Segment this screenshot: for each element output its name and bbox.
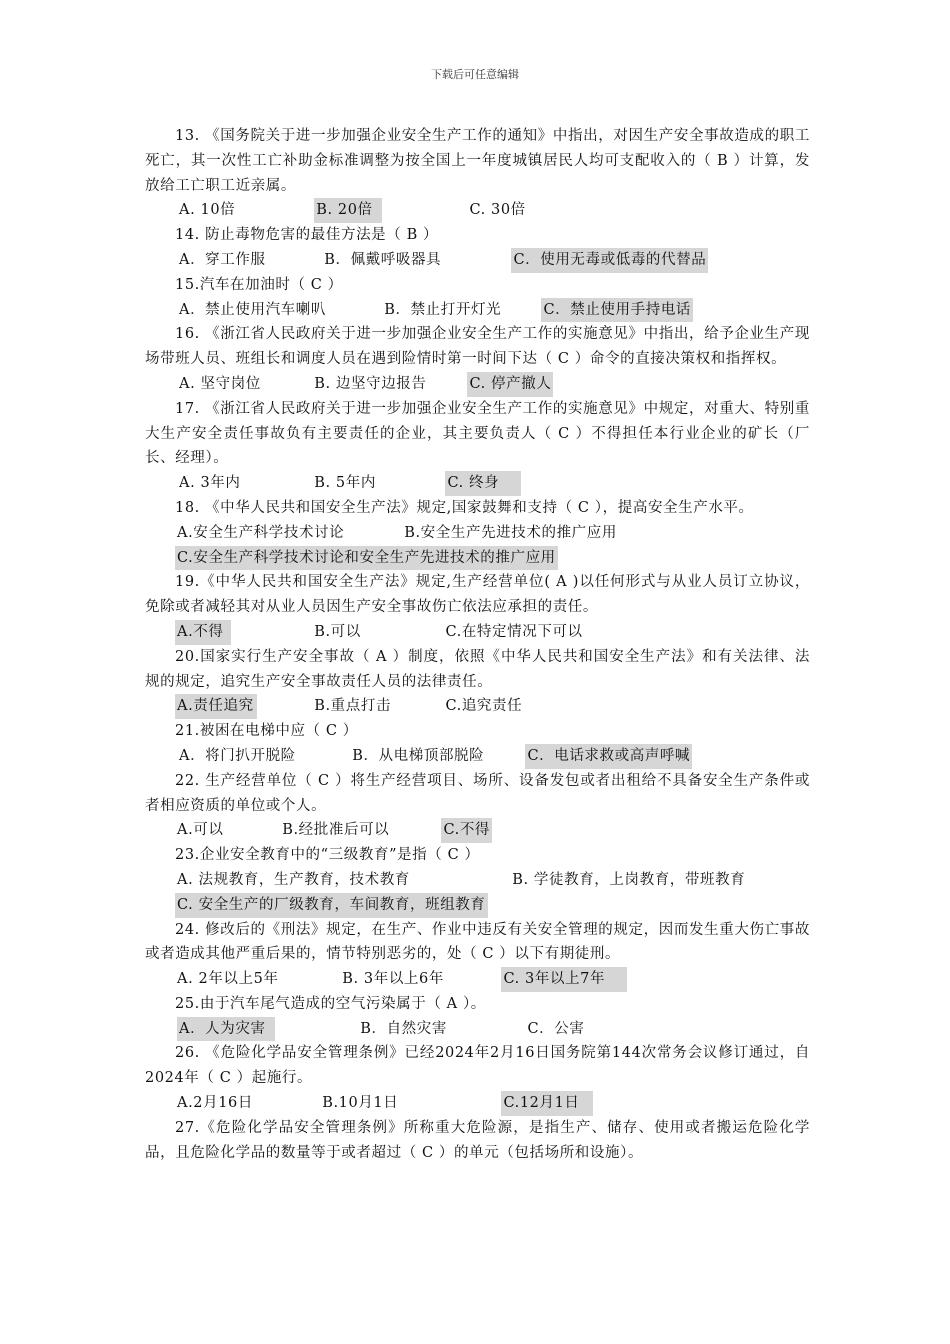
- option-b: B.重点打击: [314, 698, 392, 715]
- option-a: A. 2年以上5年: [177, 971, 279, 988]
- options-15: [145, 298, 810, 323]
- option-c-answer: C.不得: [441, 818, 492, 843]
- options-24: [145, 967, 810, 992]
- option-b: B.10月1日: [322, 1095, 399, 1112]
- option-a: A. 10倍: [179, 202, 236, 219]
- option-b: B.可以: [314, 623, 361, 640]
- option-b: B. 边坚守边报告: [314, 375, 427, 392]
- option-a-answer: A.不得: [175, 620, 231, 645]
- option-c: C.追究责任: [445, 698, 523, 715]
- question-13: 13. 《国务院关于进一步加强企业安全生产工作的通知》中指出，对因生产安全事故造成的职工死亡，其一次性工亡补助金标准调整为按全国上一年度城镇居民人均可支配收入的（ B ）计算，发放给工亡职工近亲属。: [145, 128, 810, 194]
- option-c-answer: C. 停产撤人: [467, 372, 553, 397]
- options-20: [145, 694, 810, 719]
- option-b: B.安全生产先进技术的推广应用: [404, 524, 617, 541]
- question-18: 18. 《中华人民共和国安全生产法》规定,国家鼓舞和支持（ C ），提高安全生产水平。: [175, 499, 754, 516]
- question-17: 17. 《浙江省人民政府关于进一步加强企业安全生产工作的实施意见》中规定，对重大、特别重大生产安全责任事故负有主要责任的企业，其主要负责人（ C ）不得担任本行业企业的矿长（厂长、经理）。: [145, 400, 810, 467]
- option-c-answer: C. 安全生产的厂级教育，车间教育，班组教育: [175, 893, 488, 918]
- options-23-c: [145, 893, 810, 918]
- option-a: A.2月16日: [177, 1095, 253, 1112]
- option-c-answer: C．使用无毒或低毒的代替品: [511, 248, 708, 273]
- option-c: C.在特定情况下可以: [445, 623, 583, 640]
- options-18: [145, 521, 810, 546]
- options-23: [145, 868, 810, 893]
- question-21: 21.被困在电梯中应（ C ）: [175, 723, 358, 740]
- option-c: C．公害: [527, 1020, 585, 1037]
- options-13: [145, 198, 810, 223]
- option-a-answer: A.责任追究: [175, 694, 257, 719]
- question-23: 23.企业安全教育中的“三级教育”是指（ C ）: [175, 847, 480, 864]
- option-c: C. 30倍: [469, 202, 526, 219]
- option-b: B.经批准后可以: [282, 822, 390, 839]
- question-14: 14. 防止毒物危害的最佳方法是（ B ）: [175, 227, 439, 244]
- option-b: B．佩戴呼吸器具: [324, 251, 442, 268]
- option-b: B．禁止打开灯光: [384, 301, 502, 318]
- option-c-answer: C.12月1日: [501, 1091, 593, 1116]
- options-16: [145, 372, 810, 397]
- option-a: A．禁止使用汽车喇叭: [179, 301, 326, 318]
- option-a: A. 3年内: [179, 475, 241, 492]
- options-14: [145, 248, 810, 273]
- page-header: 下载后可任意编辑: [431, 68, 519, 81]
- options-19: [145, 620, 810, 645]
- option-b: B．自然灾害: [360, 1020, 447, 1037]
- question-15: 15.汽车在加油时（ C ）: [175, 276, 343, 293]
- option-b-answer: B. 20倍: [314, 198, 382, 223]
- option-b: B. 3年以上6年: [342, 971, 444, 988]
- option-a: A．将门扒开脱险: [179, 747, 296, 764]
- option-a: A. 法规教育，生产教育，技术教育: [177, 871, 410, 888]
- options-21: [145, 744, 810, 769]
- option-a: A．穿工作服: [179, 251, 266, 268]
- option-b: B. 学徒教育，上岗教育，带班教育: [512, 871, 746, 888]
- option-c-answer: C.安全生产科学技术讨论和安全生产先进技术的推广应用: [175, 546, 558, 571]
- question-24: 24. 修改后的《刑法》规定，在生产、作业中违反有关安全管理的规定，因而发生重大伤亡事故或者造成其他严重后果的，情节特别恶劣的，处（ C ）以下有期徒刑。: [145, 921, 810, 963]
- option-c-answer: C. 3年以上7年: [501, 967, 627, 992]
- question-22: 22. 生产经营单位（ C ）将生产经营项目、场所、设备发包或者出租给不具备安全生产条件或者相应资质的单位或个人。: [145, 772, 810, 814]
- options-25: [145, 1017, 810, 1042]
- options-18-c: [145, 546, 810, 571]
- question-20: 20.国家实行生产安全事故（ A ）制度，依照《中华人民共和国安全生产法》和有关法律、法规的规定，追究生产安全事故责任人员的法律责任。: [145, 648, 810, 690]
- option-a: A. 坚守岗位: [179, 375, 261, 392]
- option-c-answer: C．禁止使用手持电话: [541, 298, 693, 323]
- options-22: [145, 818, 810, 843]
- option-c-answer: C．电话求救或高声呼喊: [525, 744, 692, 769]
- option-a: A.可以: [177, 822, 224, 839]
- option-b: B. 5年内: [314, 475, 376, 492]
- question-list: [145, 124, 810, 1165]
- option-a: A.安全生产科学技术讨论: [177, 524, 345, 541]
- option-a-answer: A．人为灾害: [177, 1017, 275, 1042]
- question-27: 27.《危险化学品安全管理条例》所称重大危险源，是指生产、储存、使用或者搬运危险化学品，且危险化学品的数量等于或者超过（ C ）的单元（包括场所和设施）。: [145, 1119, 810, 1161]
- options-17: [145, 471, 810, 496]
- option-b: B．从电梯顶部脱险: [352, 747, 485, 764]
- question-25: 25.由于汽车尾气造成的空气污染属于（ A ）。: [175, 995, 486, 1012]
- question-19: 19.《中华人民共和国安全生产法》规定,生产经营单位( A )以任何形式与从业人员订立协议，免除或者减轻其对从业人员因生产安全事故伤亡依法应承担的责任。: [145, 574, 810, 616]
- question-26: 26. 《危险化学品安全管理条例》已经2024年2月16日国务院第144次常务会议修订通过，自2024年（ C ）起施行。: [145, 1045, 810, 1087]
- option-c-answer: C. 终身: [445, 471, 521, 496]
- question-16: 16. 《浙江省人民政府关于进一步加强企业安全生产工作的实施意见》中指出，给予企业生产现场带班人员、班组长和调度人员在遇到险情时第一时间下达（ C ）命令的直接决策权和指挥权。: [145, 326, 810, 368]
- options-26: [145, 1091, 810, 1116]
